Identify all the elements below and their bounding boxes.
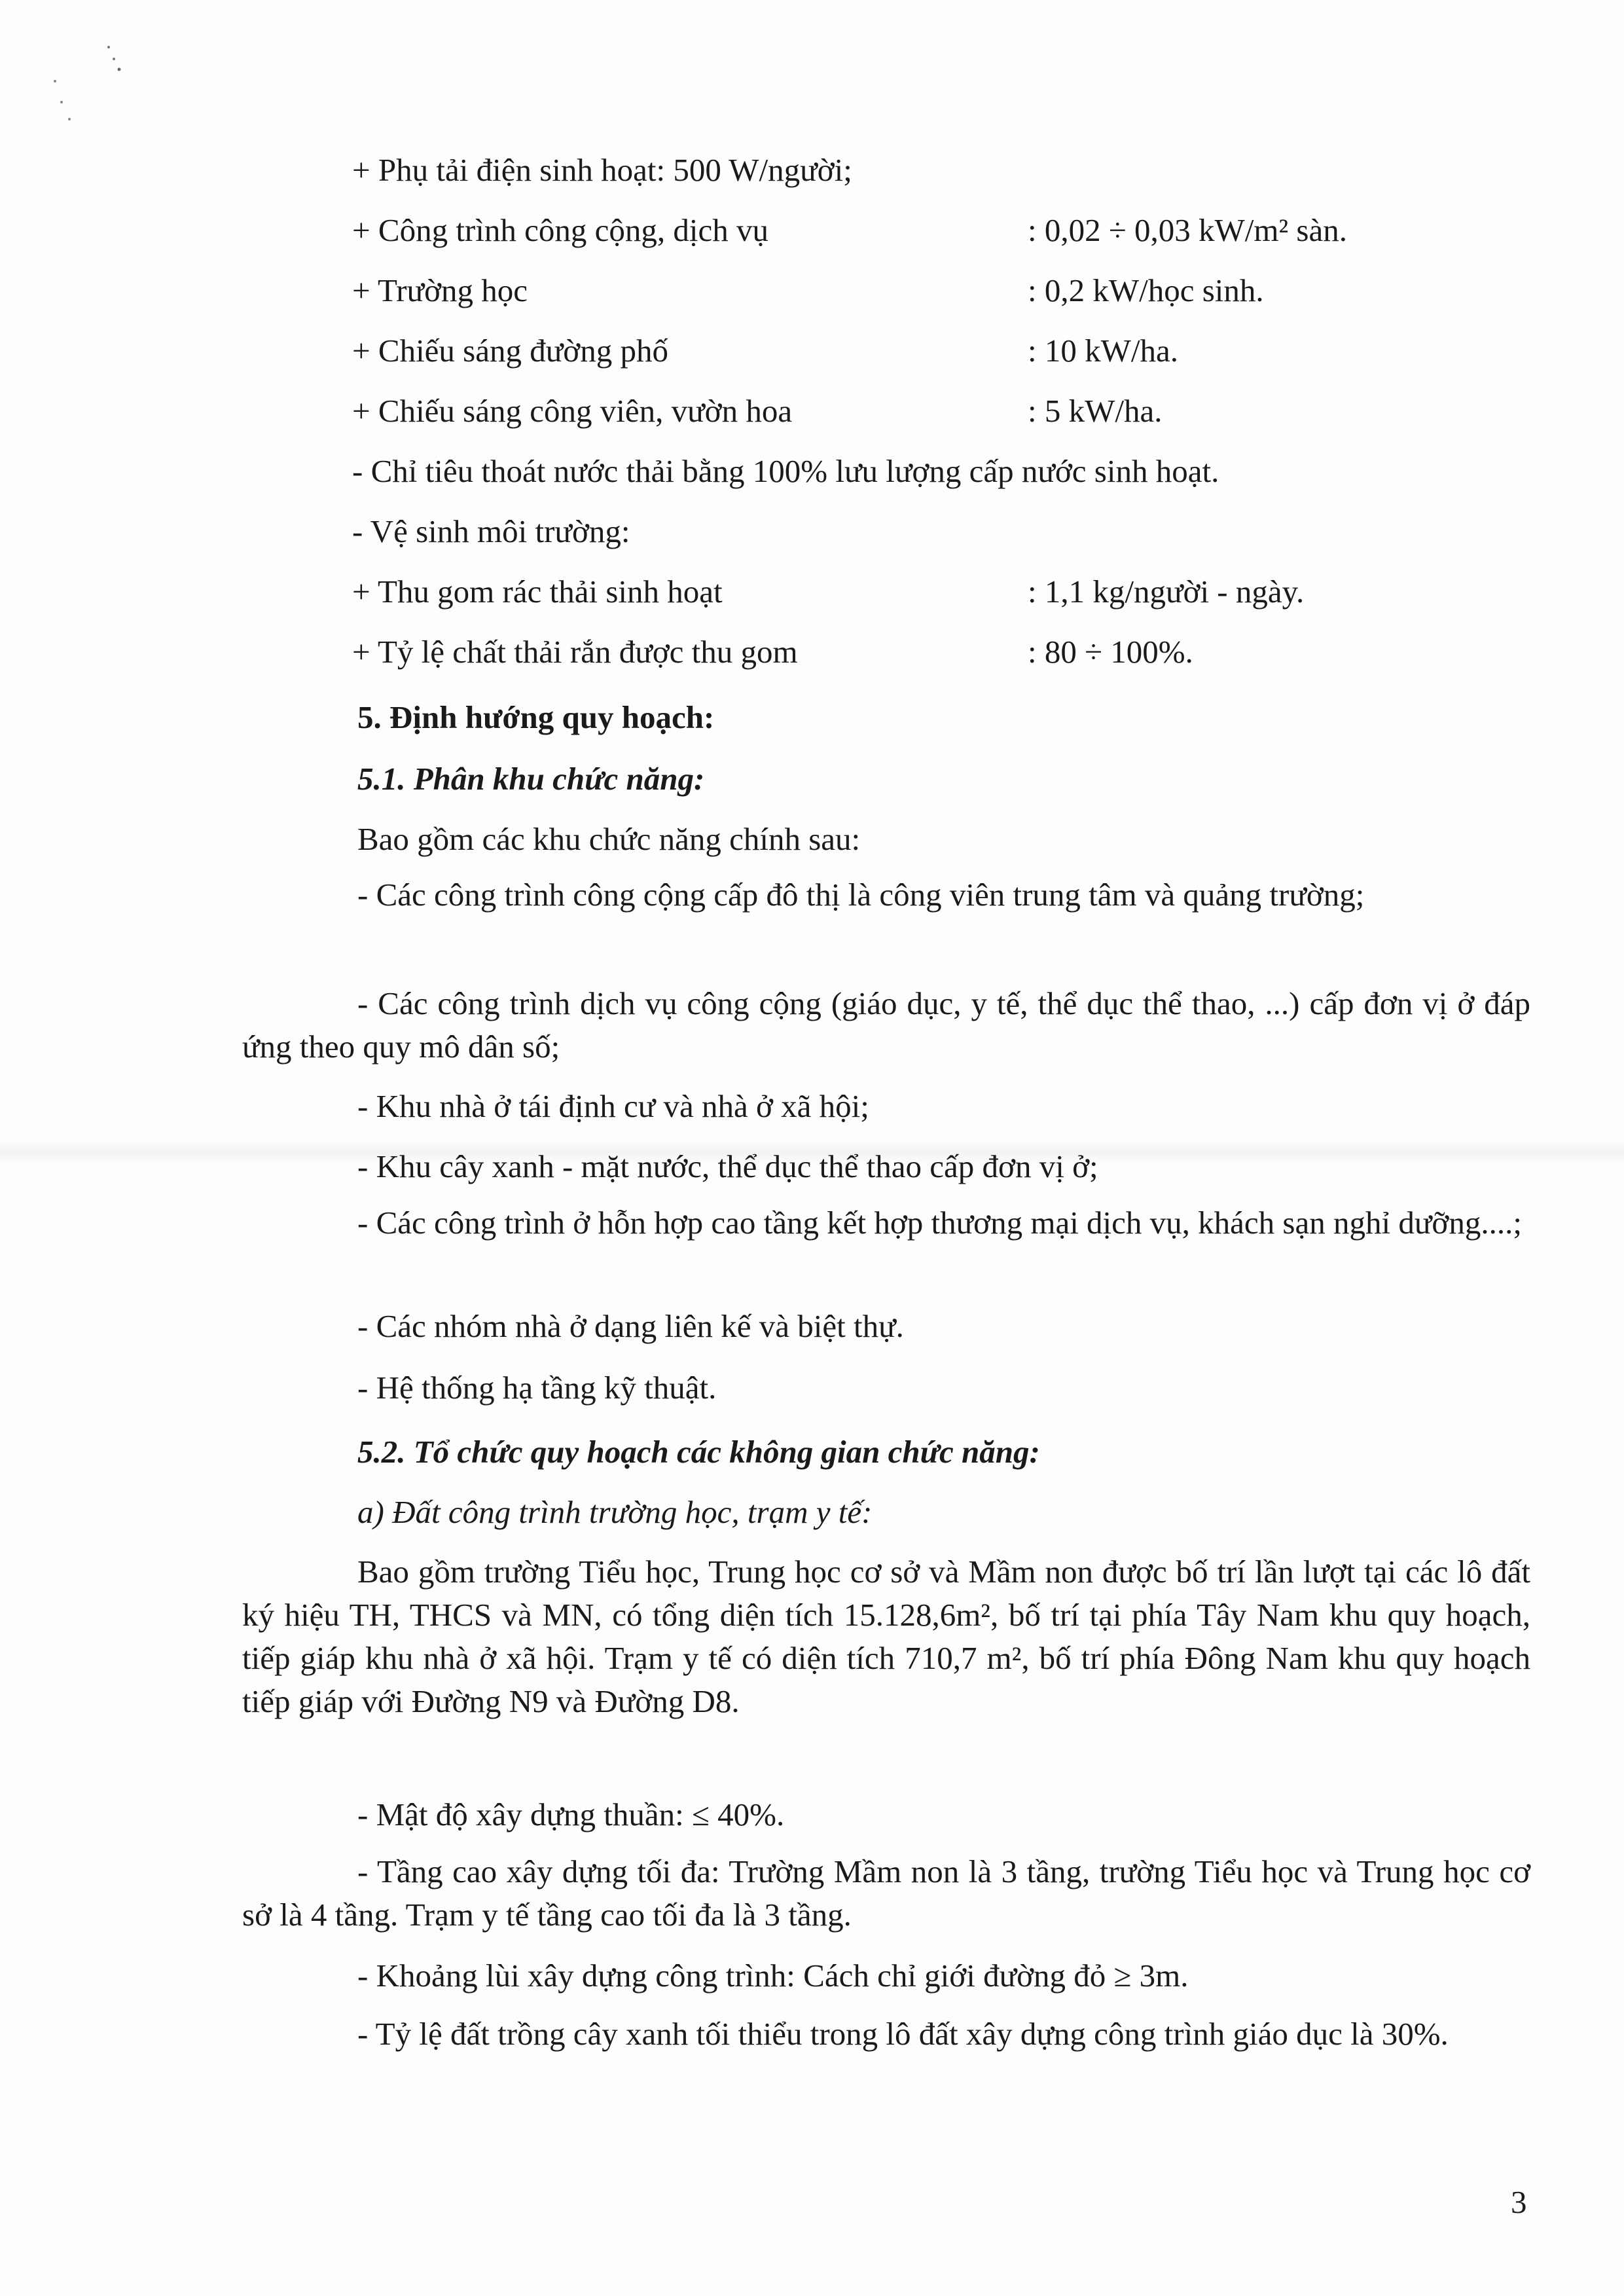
rule-item-text: - Tầng cao xây dựng tối đa: Trường Mầm non là 3 tầng, trường Tiểu học và Trung học cơ sở là 4 tầng. Trạm y tế tầng cao tối đa là 3 tầng.: [242, 1853, 1530, 1933]
zones-intro-text: Bao gồm các khu chức năng chính sau:: [357, 821, 861, 857]
rule-item-text: - Khoảng lùi xây dựng công trình: Cách chỉ giới đường đỏ ≥ 3m.: [357, 1958, 1189, 1994]
subsection-heading-5-1: [357, 759, 704, 799]
zones-intro: [357, 820, 860, 859]
list-item-text: - Các nhóm nhà ở dạng liên kế và biệt thự.: [357, 1308, 904, 1344]
page-number: 3: [1511, 2184, 1527, 2220]
section-heading-5: [357, 698, 714, 737]
list-item: [357, 1368, 716, 1408]
subsection-heading-5-1-text: 5.1. Phân khu chức năng:: [357, 761, 705, 797]
sanitation-text: - Vệ sinh môi trường:: [352, 513, 630, 549]
list-item-text: - Các công trình dịch vụ công cộng (giáo dục, y tế, thể dục thể thao, ...) cấp đơn vị ở đáp ứng theo quy mô dân số;: [242, 985, 1530, 1065]
street-lighting-value: : 10 kW/ha.: [1028, 333, 1178, 369]
list-item-text: - Các công trình ở hỗn hợp cao tầng kết hợp thương mại dịch vụ, khách sạn nghỉ dưỡng....;: [357, 1205, 1522, 1241]
school-value: : 0,2 kW/học sinh.: [1028, 272, 1264, 308]
list-item: [357, 1147, 1098, 1186]
subsection-heading-5-2: [357, 1432, 1040, 1472]
electric-load-text: + Phụ tải điện sinh hoạt: 500 W/người;: [352, 152, 852, 188]
rule-item: [357, 1795, 784, 1834]
garbage-collection-value: : 1,1 kg/người - ngày.: [1028, 574, 1305, 610]
list-item-text: - Hệ thống hạ tầng kỹ thuật.: [357, 1370, 717, 1406]
list-item-text: - Các công trình công cộng cấp đô thị là công viên trung tâm và quảng trường;: [357, 877, 1365, 913]
list-item: [242, 1201, 1530, 1245]
rule-item-text: - Mật độ xây dựng thuần: ≤ 40%.: [357, 1796, 785, 1832]
rule-item: [357, 1956, 1189, 1995]
scan-specks-decoration: [46, 39, 124, 124]
street-lighting-label: + Chiếu sáng đường phố: [352, 333, 668, 369]
electric-load-line: [352, 151, 852, 190]
list-item: [357, 1087, 869, 1126]
list-item-text: - Khu nhà ở tái định cư và nhà ở xã hội;: [357, 1088, 869, 1124]
item-heading-a: [357, 1493, 872, 1532]
subsection-heading-5-2-text: 5.2. Tổ chức quy hoạch các không gian chức năng:: [357, 1434, 1040, 1470]
garbage-collection-label: + Thu gom rác thải sinh hoạt: [352, 574, 723, 610]
schools-paragraph-text: Bao gồm trường Tiểu học, Trung học cơ sở và Mầm non được bố trí lần lượt tại các lô đất ký hiệu TH, THCS và MN, có tổng diện tích 15.128,6m², bố trí tại phía Tây Nam khu quy hoạch, tiếp giáp khu nhà ở xã hội. Trạm y tế có diện tích 710,7 m², bố trí phía Đông Nam khu quy hoạch tiếp giáp với Đường N9 và Đường D8.: [242, 1554, 1530, 1719]
list-item-text: - Khu cây xanh - mặt nước, thể dục thể thao cấp đơn vị ở;: [357, 1148, 1098, 1184]
public-works-value: : 0,02 ÷ 0,03 kW/m² sàn.: [1028, 212, 1347, 248]
list-item: [357, 1307, 904, 1346]
rule-item: [242, 2013, 1530, 2056]
rule-item: [242, 1850, 1530, 1937]
schools-paragraph: [242, 1550, 1530, 1723]
wastewater-text: - Chỉ tiêu thoát nước thải bằng 100% lưu lượng cấp nước sinh hoạt.: [352, 453, 1219, 489]
solid-waste-label: + Tỷ lệ chất thải rắn được thu gom: [352, 634, 798, 670]
item-heading-a-text: a) Đất công trình trường học, trạm y tế:: [357, 1494, 873, 1530]
school-label: + Trường học: [352, 272, 528, 308]
park-lighting-label: + Chiếu sáng công viên, vườn hoa: [352, 393, 793, 429]
section-heading-5-text: 5. Định hướng quy hoạch:: [357, 699, 715, 735]
public-works-label: + Công trình công cộng, dịch vụ: [352, 212, 768, 248]
rule-item-text: - Tỷ lệ đất trồng cây xanh tối thiểu trong lô đất xây dựng công trình giáo dục là 30%.: [357, 2016, 1449, 2052]
park-lighting-value: : 5 kW/ha.: [1028, 393, 1163, 429]
list-item: [242, 982, 1530, 1068]
wastewater-line: [352, 452, 1219, 491]
sanitation-line: [352, 512, 630, 551]
solid-waste-value: : 80 ÷ 100%.: [1028, 634, 1193, 670]
list-item: [242, 873, 1530, 917]
